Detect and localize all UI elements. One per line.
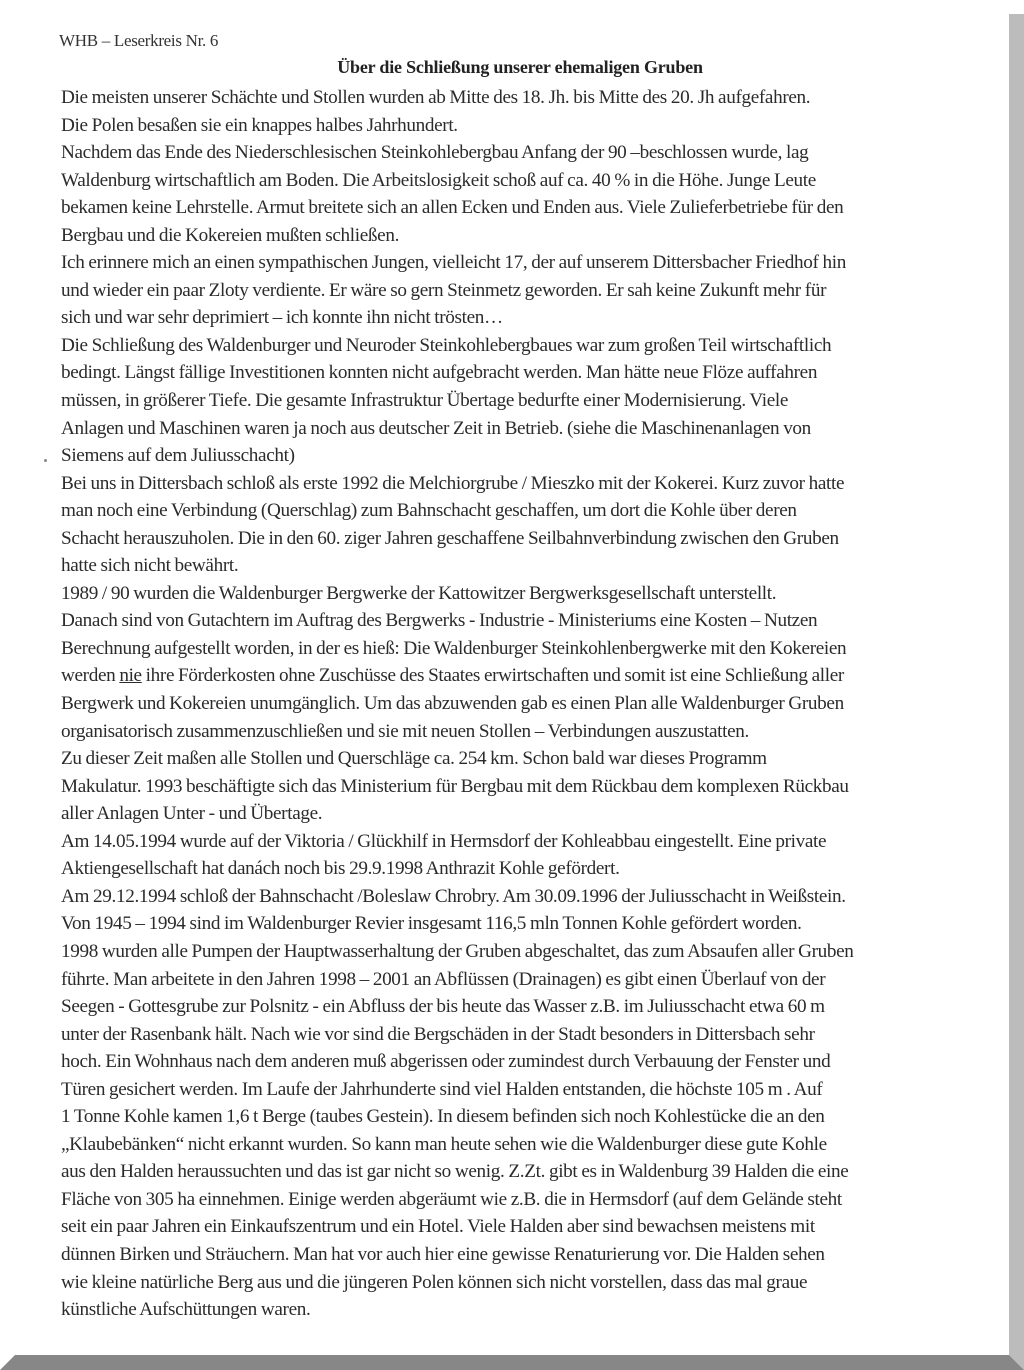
page-shadow-bottom	[0, 1355, 1024, 1370]
document-header: WHB – Leserkreis Nr. 6	[59, 31, 219, 50]
text-line: hoch. Ein Wohnhaus nach dem anderen muß abgerissen oder zumindest durch Verbauung der Fenster und	[61, 1051, 831, 1073]
text-line: Bergwerk und Kokereien unumgänglich. Um das abzuwenden gab es einen Plan alle Waldenburger Gruben	[61, 693, 844, 715]
text-line: 1 Tonne Kohle kamen 1,6 t Berge (taubes Gestein). In diesem befinden sich noch Kohlestücke die an den	[61, 1106, 825, 1128]
text-line: Die meisten unserer Schächte und Stollen wurden ab Mitte des 18. Jh. bis Mitte des 20. Jh aufgefahren.	[61, 87, 811, 108]
text-line: werden nie ihre Förderkosten ohne Zuschüsse des Staates erwirtschaften und somit ist eine Schließung aller	[61, 665, 844, 687]
text-line: Bergbau und die Kokereien mußten schließen.	[61, 224, 400, 246]
text-line: aller Anlagen Unter - und Übertage.	[61, 803, 323, 825]
text-line: bedingt. Längst fällige Investitionen konnten nicht aufgebracht werden. Man hätte neue Flöze auffahren	[61, 362, 818, 384]
text-line: 1989 / 90 wurden die Waldenburger Bergwerke der Kattowitzer Bergwerksgesellschaft unterstellt.	[61, 582, 777, 604]
text-line: bekamen keine Lehrstelle. Armut breitete sich an allen Ecken und Enden aus. Viele Zulieferbetriebe für den	[61, 197, 844, 219]
text-line: Siemens auf dem Juliusschacht)	[61, 445, 295, 467]
text-line: seit ein paar Jahren ein Einkaufszentrum und ein Hotel. Viele Halden aber sind bewachsen meistens mit	[61, 1216, 815, 1238]
text-line: Seegen - Gottesgrube zur Polsnitz - ein Abfluss der bis heute das Wasser z.B. im Juliusschacht etwa 60 m	[61, 996, 825, 1018]
text-line: Makulatur. 1993 beschäftigte sich das Ministerium für Bergbau mit dem Rückbau dem komplexen Rückbau	[61, 775, 849, 797]
text-line: hatte sich nicht bewährt.	[61, 555, 239, 577]
text-line: dünnen Birken und Sträuchern. Man hat vor auch hier eine gewisse Renaturierung vor. Die Halden sehen	[61, 1243, 825, 1265]
text-line: Die Polen besaßen sie ein knappes halbes Jahrhundert.	[61, 114, 458, 136]
text-line: Von 1945 – 1994 sind im Waldenburger Revier insgesamt 116,5 mln Tonnen Kohle gefördert worden.	[61, 913, 802, 935]
text-line: Waldenburg wirtschaftlich am Boden. Die Arbeitslosigkeit schoß auf ca. 40 % in die Höhe. Junge Leute	[61, 169, 816, 191]
text-line: und wieder ein paar Zloty verdiente. Er wäre so gern Steinmetz geworden. Er sah keine Zukunft mehr für	[61, 279, 827, 301]
text-line: künstliche Aufschüttungen waren.	[61, 1299, 311, 1321]
text-line: Zu dieser Zeit maßen alle Stollen und Querschläge ca. 254 km. Schon bald war dieses Programm	[61, 748, 767, 770]
text-line: 1998 wurden alle Pumpen der Hauptwasserhaltung der Gruben abgeschaltet, das zum Absaufen aller Gruben	[61, 940, 854, 962]
text-line: müssen, in größerer Tiefe. Die gesamte Infrastruktur Übertage bedurfte einer Modernisierung. Viele	[61, 390, 789, 412]
text-line: Fläche von 305 ha einnehmen. Einige werden abgeräumt wie z.B. die in Hermsdorf (auf dem Gelände steht	[61, 1188, 842, 1210]
text-line: Schacht herauszuholen. Die in den 60. ziger Jahren geschaffene Seilbahnverbindung zwischen den Gruben	[61, 527, 839, 549]
text-line: Aktiengesellschaft hat danách noch bis 29.9.1998 Anthrazit Kohle gefördert.	[61, 858, 620, 880]
text-line: Am 29.12.1994 schloß der Bahnschacht /Boleslaw Chrobry. Am 30.09.1996 der Juliusschacht in Weißstein.	[61, 885, 846, 907]
text-line: Berechnung aufgestellt worden, in der es hieß: Die Waldenburger Steinkohlenbergwerke mit den Kokereien	[61, 637, 847, 659]
text-line: Anlagen und Maschinen waren ja noch aus deutscher Zeit in Betrieb. (siehe die Maschinenanlagen von	[61, 417, 811, 439]
page-shadow-right	[1009, 14, 1024, 1370]
text-line: Danach sind von Gutachtern im Auftrag des Bergwerks - Industrie - Ministeriums eine Kosten – Nutzen	[61, 610, 818, 632]
text-line: führte. Man arbeitete in den Jahren 1998 – 2001 an Abflüssen (Drainagen) es gibt einen Überlauf von der	[61, 968, 826, 990]
text-line: „Klaubebänken“ nicht erkannt wurden. So kann man heute sehen wie die Waldenburger diese gute Kohle	[61, 1133, 827, 1155]
text-line: organisatorisch zusammenzuschließen und sie mit neuen Stollen – Verbindungen auszustatten.	[61, 720, 749, 742]
text-line: Nachdem das Ende des Niederschlesischen Steinkohlebergbau Anfang der 90 –beschlossen wurde, lag	[61, 142, 809, 164]
text-line: Türen gesichert werden. Im Laufe der Jahrhunderte sind viel Halden entstanden, die höchste 105 m . Auf	[61, 1078, 823, 1100]
text-line: Die Schließung des Waldenburger und Neuroder Steinkohlebergbaues war zum großen Teil wirtschaftlich	[61, 334, 832, 356]
document-body	[61, 84, 1006, 1324]
text-line: Ich erinnere mich an einen sympathischen Jungen, vielleicht 17, der auf unserem Dittersbacher Friedhof hin	[61, 252, 846, 274]
text-line: unter der Rasenbank hält. Nach wie vor sind die Bergschäden in der Stadt besonders in Dittersbach sehr	[61, 1023, 815, 1045]
text-line: Bei uns in Dittersbach schloß als erste 1992 die Melchiorgrube / Mieszko mit der Kokerei. Kurz zuvor hatte	[61, 472, 845, 494]
document-title: Über die Schließung unserer ehemaligen Gruben	[337, 57, 703, 77]
underlined-word: nie	[119, 665, 142, 687]
text-line: wie kleine natürliche Berg aus und die jüngeren Polen können sich nicht vorstellen, dass das mal graue	[61, 1271, 808, 1293]
text-line: Am 14.05.1994 wurde auf der Viktoria / Glückhilf in Hermsdorf der Kohleabbau eingestellt. Eine private	[61, 830, 827, 852]
text-line: sich und war sehr deprimiert – ich konnte ihn nicht trösten…	[61, 307, 503, 329]
scan-artifact-dot	[44, 459, 47, 462]
text-line: man noch eine Verbindung (Querschlag) zum Bahnschacht geschaffen, um dort die Kohle über deren	[61, 500, 797, 522]
text-line: aus den Halden heraussuchten und das ist gar nicht so wenig. Z.Zt. gibt es in Waldenburg 39 Halden die eine	[61, 1161, 849, 1183]
